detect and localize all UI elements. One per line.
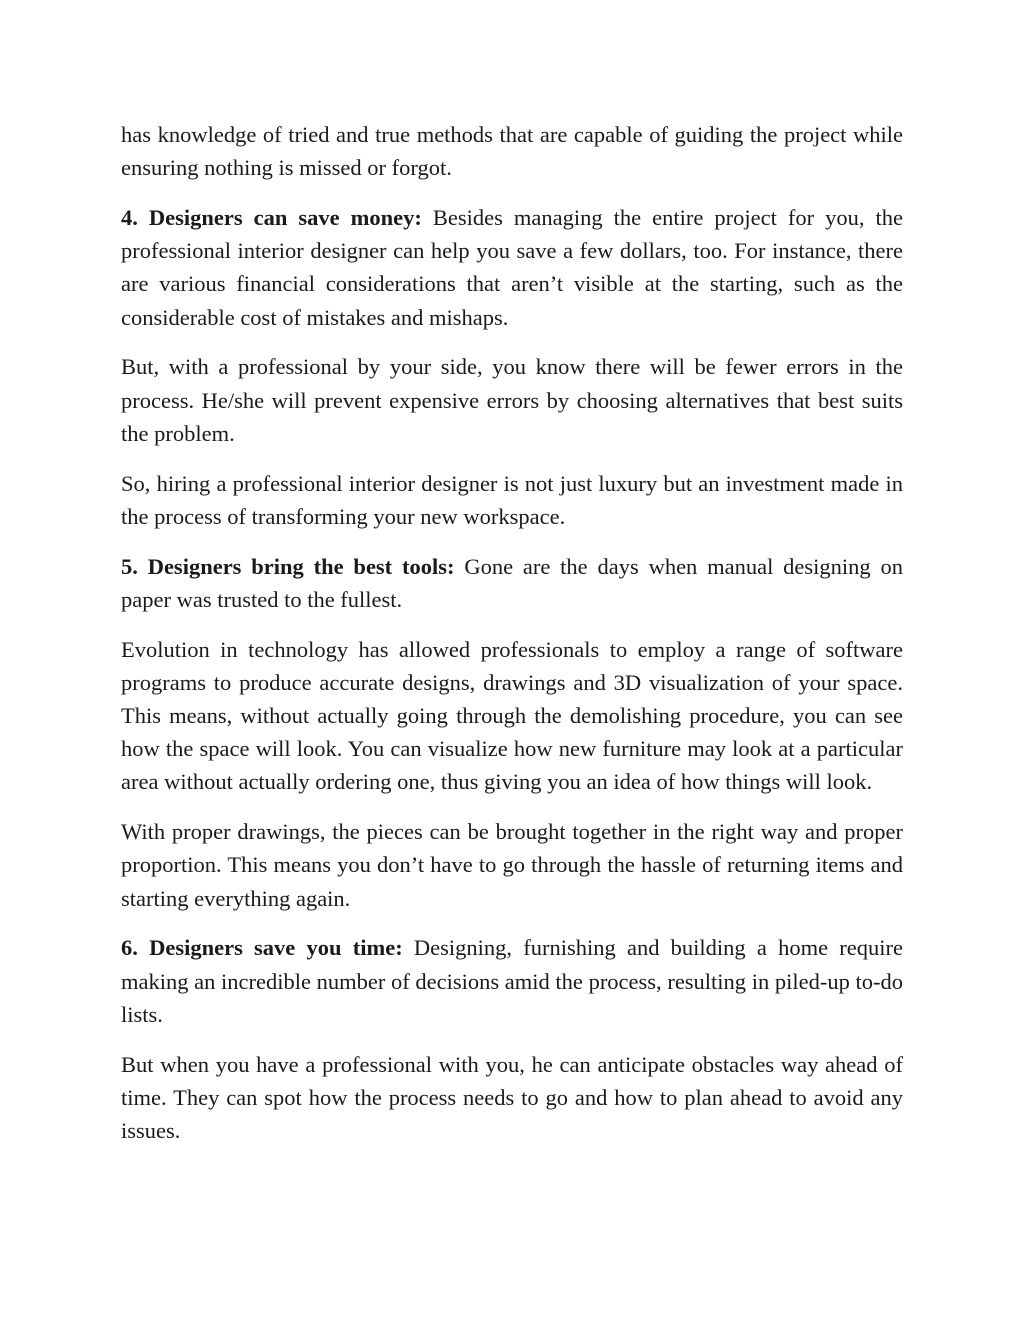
paragraph-text: Gone are the days when manual designing on paper was trusted to the fullest. <box>121 553 904 612</box>
paragraph-anticipate-obstacles <box>121 1048 903 1148</box>
paragraph-save-time <box>121 931 903 1031</box>
paragraph-technology <box>121 633 903 799</box>
document-page <box>121 118 903 1164</box>
paragraph-text: But, with a professional by your side, you know there will be fewer errors in the process. He/she will prevent expensive errors by choosing alternatives that best suits the problem. <box>121 354 903 446</box>
section-heading-save-time: 6. Designers save you time: <box>121 935 403 961</box>
paragraph-text: With proper drawings, the pieces can be brought together in the right way and proper proportion. This means you don’t have to go through the hassle of returning items and starting everything again. <box>121 819 903 911</box>
section-heading-best-tools: 5. Designers bring the best tools: <box>121 553 455 579</box>
paragraph-text: Besides managing the entire project for you, the professional interior designer can help you save a few dollars, too. For instance, there are various financial considerations that aren’t visible at the starting, such as the considerable cost of mistakes and mishaps. <box>121 205 903 330</box>
paragraph-text: Evolution in technology has allowed professionals to employ a range of software programs to produce accurate designs, drawings and 3D visualization of your space. This means, without actually going through the demolishing procedure, you can see how the space will look. You can visualize how new furniture may look at a particular area without actually ordering one, thus giving you an idea of how things will look. <box>121 636 903 795</box>
paragraph-text: So, hiring a professional interior designer is not just luxury but an investment made in the process of transforming your new workspace. <box>121 470 903 529</box>
paragraph-investment <box>121 467 903 533</box>
paragraph-proper-drawings <box>121 815 903 915</box>
paragraph-fewer-errors <box>121 350 903 450</box>
paragraph-text: But when you have a professional with you, he can anticipate obstacles way ahead of time. They can spot how the process needs to go and how to plan ahead to avoid any issues. <box>121 1051 903 1144</box>
paragraph-text: has knowledge of tried and true methods that are capable of guiding the project while ensuring nothing is missed or forgot. <box>121 122 903 181</box>
paragraph-intro-continuation <box>121 118 903 184</box>
paragraph-text: Designing, furnishing and building a home require making an incredible number of decisions amid the process, resulting in piled-up to-do lists. <box>121 935 903 1027</box>
paragraph-save-money <box>121 201 903 334</box>
section-heading-save-money: 4. Designers can save money: <box>121 205 422 230</box>
paragraph-best-tools <box>121 550 903 616</box>
